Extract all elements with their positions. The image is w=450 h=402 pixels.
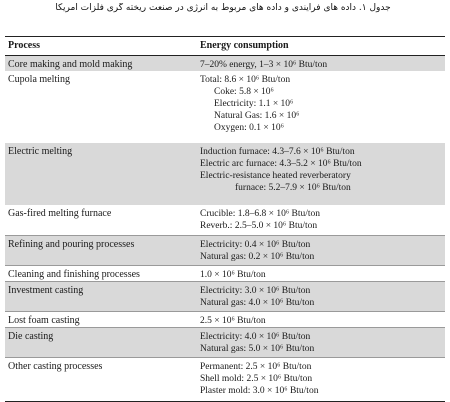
process-cell: Investment casting xyxy=(8,285,84,296)
table-row xyxy=(5,311,445,327)
process-cell: Electric melting xyxy=(8,146,73,157)
process-cell: Cupola melting xyxy=(8,74,70,85)
energy-cell xyxy=(200,208,320,232)
process-cell: Gas-fired melting furnace xyxy=(8,208,112,219)
energy-line: Electricity: 3.0 × 10⁶ Btu/ton xyxy=(200,286,311,296)
energy-line: furnace: 5.2–7.9 × 10⁶ Btu/ton xyxy=(235,183,351,193)
energy-line: Natural gas: 4.0 × 10⁶ Btu/ton xyxy=(200,298,315,308)
energy-line: Plaster mold: 3.0 × 10⁶ Btu/ton xyxy=(200,386,319,396)
header-process: Process xyxy=(8,40,41,51)
energy-line: Coke: 5.8 × 10⁶ xyxy=(214,87,274,97)
table-row xyxy=(5,56,445,71)
energy-cell xyxy=(200,74,299,134)
table-row xyxy=(5,281,445,311)
energy-line: Natural Gas: 1.6 × 10⁶ xyxy=(214,111,300,121)
process-cell: Other casting processes xyxy=(8,361,103,372)
energy-line: Electric arc furnace: 4.3–5.2 × 10⁶ Btu/ton xyxy=(200,159,362,169)
energy-line: Crucible: 1.8–6.8 × 10⁶ Btu/ton xyxy=(200,209,321,219)
table-row xyxy=(5,235,445,265)
process-cell: Die casting xyxy=(8,331,54,342)
table-row xyxy=(5,327,445,357)
energy-cell xyxy=(200,146,362,194)
table-caption: جدول ۱. داده های فرایندی و داده های مربوط به انرژی در صنعت ریخته گری فلزات آمریکا xyxy=(55,3,391,13)
table-header xyxy=(5,37,445,56)
energy-cell xyxy=(200,59,327,71)
energy-line: Reverb.: 2.5–5.0 × 10⁶ Btu/ton xyxy=(200,221,318,231)
energy-cell xyxy=(200,285,314,309)
process-cell: Lost foam casting xyxy=(8,315,80,326)
energy-line: 7–20% energy, 1–3 × 10⁶ Btu/ton xyxy=(200,60,328,70)
energy-line: Total: 8.6 × 10⁶ Btu/ton xyxy=(200,75,291,85)
table-row xyxy=(5,265,445,281)
energy-line: 2.5 × 10⁶ Btu/ton xyxy=(200,316,266,326)
energy-line: Electricity: 1.1 × 10⁶ xyxy=(214,99,294,109)
process-cell: Cleaning and finishing processes xyxy=(8,269,140,280)
table-row xyxy=(5,205,445,235)
energy-line: Induction furnace: 4.3–7.6 × 10⁶ Btu/ton xyxy=(200,147,355,157)
energy-cell xyxy=(200,361,318,397)
energy-table xyxy=(5,36,445,402)
energy-cell xyxy=(200,269,266,281)
process-cell: Core making and mold making xyxy=(8,59,133,70)
energy-line: Oxygen: 0.1 × 10⁶ xyxy=(214,123,284,133)
energy-line: Electricity: 0.4 × 10⁶ Btu/ton xyxy=(200,240,311,250)
energy-cell xyxy=(200,331,314,355)
process-cell: Refining and pouring processes xyxy=(8,239,135,250)
energy-cell xyxy=(200,239,314,263)
energy-cell xyxy=(200,315,266,327)
table-row xyxy=(5,143,445,205)
energy-line: Electric-resistance heated reverberatory xyxy=(200,171,351,181)
energy-line: Natural gas: 0.2 × 10⁶ Btu/ton xyxy=(200,252,315,262)
table-row xyxy=(5,71,445,143)
table-row xyxy=(5,357,445,400)
header-energy: Energy consumption xyxy=(200,40,289,51)
energy-line: 1.0 × 10⁶ Btu/ton xyxy=(200,270,266,280)
energy-line: Electricity: 4.0 × 10⁶ Btu/ton xyxy=(200,332,311,342)
energy-line: Shell mold: 2.5 × 10⁶ Btu/ton xyxy=(200,374,313,384)
energy-line: Permanent: 2.5 × 10⁶ Btu/ton xyxy=(200,362,312,372)
energy-line: Natural gas: 5.0 × 10⁶ Btu/ton xyxy=(200,344,315,354)
